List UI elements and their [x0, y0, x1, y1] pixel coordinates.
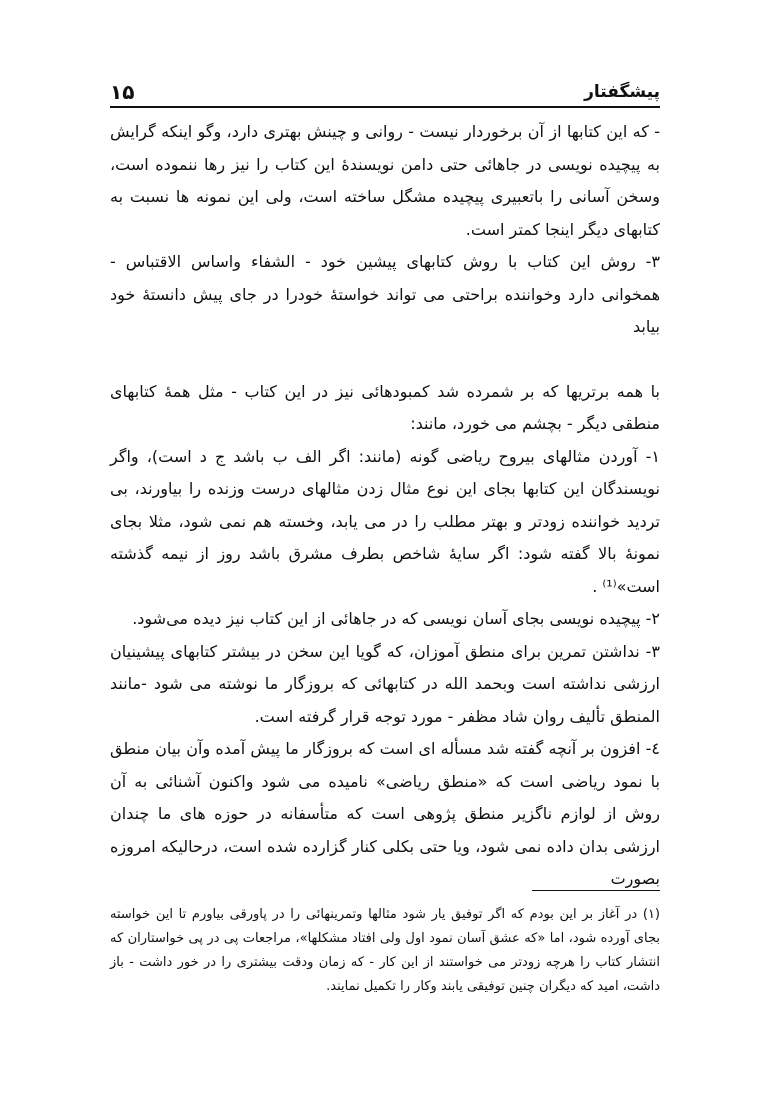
running-head: پیشگفتار — [584, 82, 660, 102]
paragraph-shortcoming-3: ۳- نداشتن تمرین برای منطق آموزان، که گویا این سخن در بیشتر کتابهای پیشینیان ارزشی نداشته است وبحمد الله در کتابهائی که بروزگار ما نوشته می شود -مانند المنطق تألیف روان شاد مظفر - مورد توجه قرار گرفته است. — [110, 641, 660, 726]
footnotes — [110, 903, 660, 999]
footnote-1: (۱) در آغاز بر این بودم که اگر توفیق یار شود مثالها وتمرینهائی را در پاورقی بیاورم تا این خواسته بجای آورده شود، اما «که عشق آسان نمود اول ولی افتاد مشکلها»، مراجعات پی در پی خواستاران که انتشار کتاب را هرچه زودتر می خواستند از این کار - که زمان ودقت بیشتری را در خور داشت - باز داشت، امید که دیگران چنین توفیقی یابند وکار را تکمیل نمایند. — [110, 907, 660, 994]
paragraph-shortcoming-4: ٤- افزون بر آنچه گفته شد مسأله ای است که بروزگار ما پیش آمده وآن بیان منطق با نمود ریاضی است که «منطق ریاضی» نامیده می شود واکنون آشنائی به آن روش از لوازم ناگزیر منطق پژوهی است که متأسفانه در حوزه های ما چندان ارزشی بدان داده نمی شود، ویا حتی بکلی کنار گزارده شده است، درحالیکه امروزه بصورت — [110, 739, 660, 888]
paragraph-point-3: ۳- روش این کتاب با روش کتابهای پیشین خود - الشفاء واساس الاقتباس - همخوانی دارد وخواننده براحتی می تواند خواستهٔ خودرا در جای پیش دانستهٔ خود بیابد — [110, 252, 660, 336]
paragraph-continuation: - که این کتابها از آن برخوردار نیست - روانی و چینش بهتری دارد، وگو اینکه گرایش به پیچیده نویسی در جاهائی حتی دامن نویسندهٔ این کتاب را نیز رها ننموده است، وسخن آسانی را باتعبیری پیچیده مشگل ساخته است، ولی این نمونه ها نسبت به کتابهای دیگر اینجا کمتر است. — [110, 122, 660, 239]
paragraph-shortcoming-2: ۲- پیچیده نویسی بجای آسان نویسی که در جاهائی از این کتاب نیز دیده می‌شود. — [132, 609, 660, 628]
paragraph-shortcoming-1: ۱- آوردن مثالهای بیروح ریاضی گونه (مانند: اگر الف ب باشد ج د است)، واگر نویسندگان این کتابها بجای این نوع مثال زدن مثالهای درست وزنده را بیاورند، بی تردید خواننده زودتر و بهتر مطلب را در می یابد، وخسته هم نمی شود، مثلا بجای نمونهٔ بالا گفته شود: اگر سایهٔ شاخص بطرف مشرق باشد روز از نیمه گذشته است»⁽¹⁾ . — [110, 446, 660, 596]
main-text — [110, 116, 660, 896]
footnote-divider — [532, 890, 660, 891]
page-header — [110, 72, 660, 108]
page-number: ۱۵ — [110, 80, 135, 104]
paragraph-shortcomings-intro: با همه برتریها که بر شمرده شد کمبودهائی نیز در این کتاب - مثل همهٔ کتابهای منطقی دیگر - بچشم می خورد، مانند: — [110, 381, 660, 433]
